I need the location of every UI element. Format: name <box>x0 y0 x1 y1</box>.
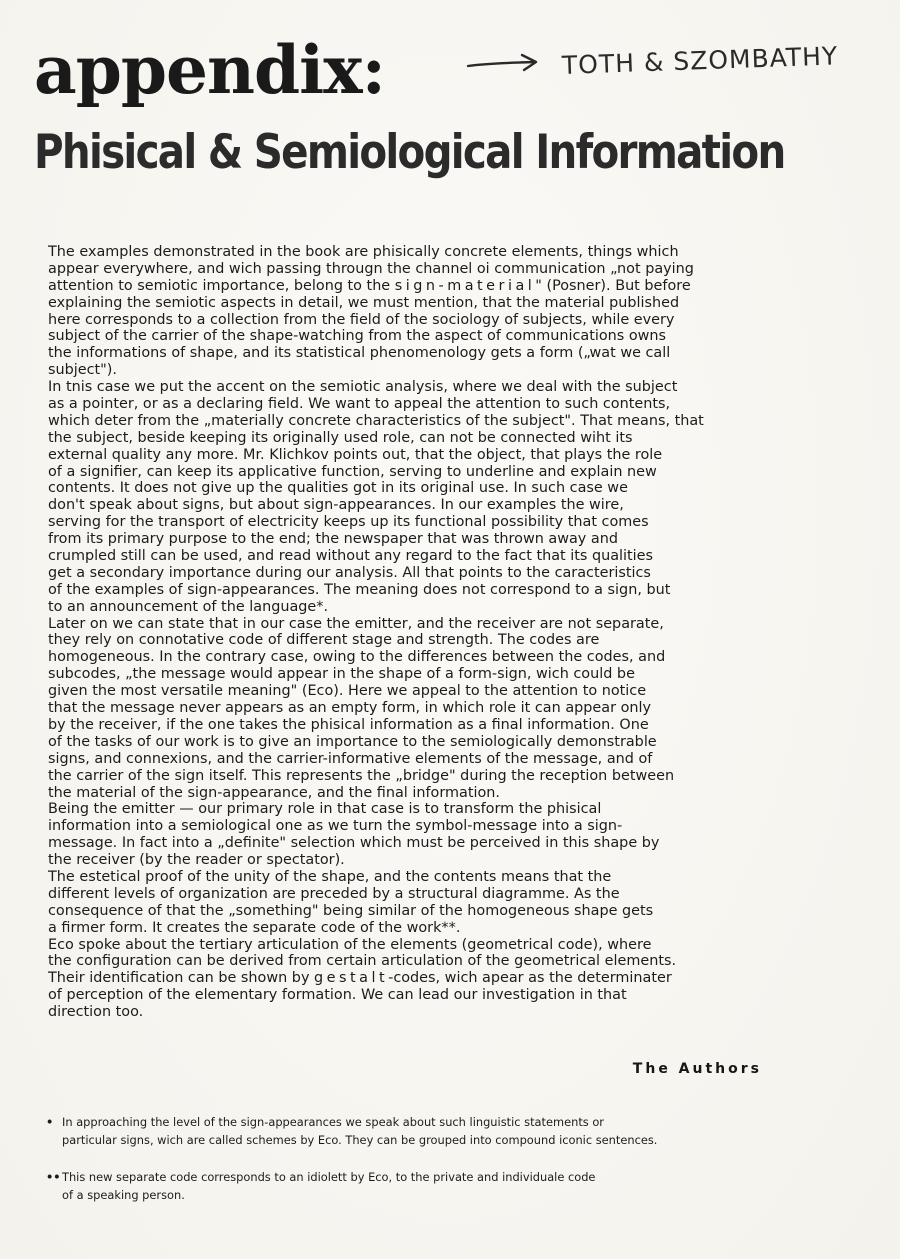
page-subtitle: Phisical & Semiological Information <box>34 125 785 180</box>
text-line: a firmer form. It creates the separate code of the work**. <box>48 919 461 936</box>
text-line: In tnis case we put the accent on the semiotic analysis, where we deal with the subject <box>48 379 678 396</box>
handwritten-authors-note: TOTH & SZOMBATHY <box>561 41 839 80</box>
text-line <box>48 278 788 295</box>
text-line: by the receiver, if the one takes the phisical information as a final information. One <box>48 716 649 733</box>
text-line: don't speak about signs, but about sign-appearances. In our examples the wire, <box>48 497 624 514</box>
text-line: information into a semiological one as we turn the symbol-message into a sign- <box>48 818 623 835</box>
emphasized-term: sign-material <box>394 277 536 294</box>
text-line: different levels of organization are preceded by a structural diagramme. As the <box>48 885 620 902</box>
text-line: of the tasks of our work is to give an importance to the semiologically demonstrable <box>48 733 657 750</box>
text-line: that the message never appears as an empty form, in which role it can appear only <box>48 700 652 717</box>
text-line: the carrier of the sign itself. This represents the „bridge" during the reception between <box>48 767 675 784</box>
text-line: external quality any more. Mr. Klichkov points out, that the object, that plays the role <box>48 446 663 463</box>
text-line: which deter from the „materially concrete characteristics of the subject". That means, that <box>48 412 704 429</box>
text-line: given the most versatile meaning" (Eco). Here we appeal to the attention to notice <box>48 683 647 700</box>
text-line: direction too. <box>48 1004 144 1021</box>
text-line: the subject, beside keeping its originally used role, can not be connected wiht its <box>48 429 633 446</box>
page-title: appendix: <box>34 31 385 109</box>
footnote-marker: • <box>46 1115 54 1129</box>
text-line: appear everywhere, and wich passing througn the channel oi communication „not paying <box>48 260 694 277</box>
text-line <box>48 970 788 987</box>
text-line: to an announcement of the language*. <box>48 598 329 615</box>
footnote-line: particular signs, wich are called schemes by Eco. They can be grouped into compound iconic sentences. <box>62 1133 658 1147</box>
text-line: the informations of shape, and its statistical phenomenology gets a form („wat we call <box>48 345 671 362</box>
arrow-right-icon <box>466 48 540 78</box>
text-line: as a pointer, or as a declaring field. We want to appeal the attention to such contents, <box>48 396 671 413</box>
emphasized-term: gestalt <box>314 970 389 987</box>
text-line: of a signifier, can keep its applicative function, serving to underline and explain new <box>48 463 657 480</box>
text-line: homogeneous. In the contrary case, owing to the differences between the codes, and <box>48 649 666 666</box>
footnote-line <box>46 1168 595 1186</box>
text-line: subject"). <box>48 362 117 379</box>
footnote-1 <box>46 1113 657 1149</box>
text-span: attention to semiotic importance, belong to the <box>48 277 391 294</box>
text-line: contents. It does not give up the qualities got in its original use. In such case we <box>48 480 628 497</box>
text-line: they rely on connotative code of different stage and strength. The codes are <box>48 632 600 649</box>
text-line: crumpled still can be used, and read without any regard to the fact that its qualities <box>48 548 654 565</box>
footnote-line: of a speaking person. <box>62 1188 185 1202</box>
text-line: The estetical proof of the unity of the shape, and the contents means that the <box>48 868 612 885</box>
text-line: subject of the carrier of the shape-watching from the aspect of communications owns <box>48 328 667 345</box>
text-line: from its primary purpose to the end; the newspaper that was thrown away and <box>48 531 618 548</box>
text-line: message. In fact into a „definite" selection which must be perceived in this shape by <box>48 835 660 852</box>
text-line: Being the emitter — our primary role in that case is to transform the phisical <box>48 801 602 818</box>
footnote-2 <box>46 1168 595 1204</box>
footnote-line <box>46 1113 657 1131</box>
text-line: here corresponds to a collection from the field of the sociology of subjects, while every <box>48 311 675 328</box>
text-line: The examples demonstrated in the book are phisically concrete elements, things which <box>48 244 679 260</box>
text-line: of the examples of sign-appearances. The meaning does not correspond to a sign, but <box>48 581 671 598</box>
footnote-text: In approaching the level of the sign-appearances we speak about such linguistic statements or <box>62 1115 604 1129</box>
signature: The Authors <box>632 1061 762 1077</box>
text-line: consequence of that the „something" being similar of the homogeneous shape gets <box>48 902 654 919</box>
text-span: -codes, wich apear as the determinater <box>388 970 672 987</box>
text-line: Later on we can state that in our case the emitter, and the receiver are not separate, <box>48 615 664 632</box>
footnote-marker: •• <box>46 1170 61 1184</box>
body-text <box>48 244 788 1021</box>
text-line: serving for the transport of electricity keeps up its functional possibility that comes <box>48 514 649 531</box>
footnote-text: This new separate code corresponds to an idiolett by Eco, to the private and individuale code <box>62 1170 596 1184</box>
text-line: the receiver (by the reader or spectator). <box>48 852 345 869</box>
text-line: subcodes, „the message would appear in the shape of a form-sign, wich could be <box>48 666 635 683</box>
text-line: get a secondary importance during our analysis. All that points to the caracteristics <box>48 564 651 581</box>
text-span: Their identification can be shown by <box>48 970 310 987</box>
text-span: " (Posner). But before <box>535 277 691 294</box>
text-line: the configuration can be derived from certain articulation of the geometrical elements. <box>48 953 677 970</box>
text-line: explaining the semiotic aspects in detail, we must mention, that the material published <box>48 294 680 311</box>
text-line: signs, and connexions, and the carrier-informative elements of the message, and of <box>48 750 653 767</box>
text-line: of perception of the elementary formation. We can lead our investigation in that <box>48 987 627 1004</box>
text-line: Eco spoke about the tertiary articulation of the elements (geometrical code), where <box>48 936 652 953</box>
text-line: the material of the sign-appearance, and the final information. <box>48 784 500 801</box>
